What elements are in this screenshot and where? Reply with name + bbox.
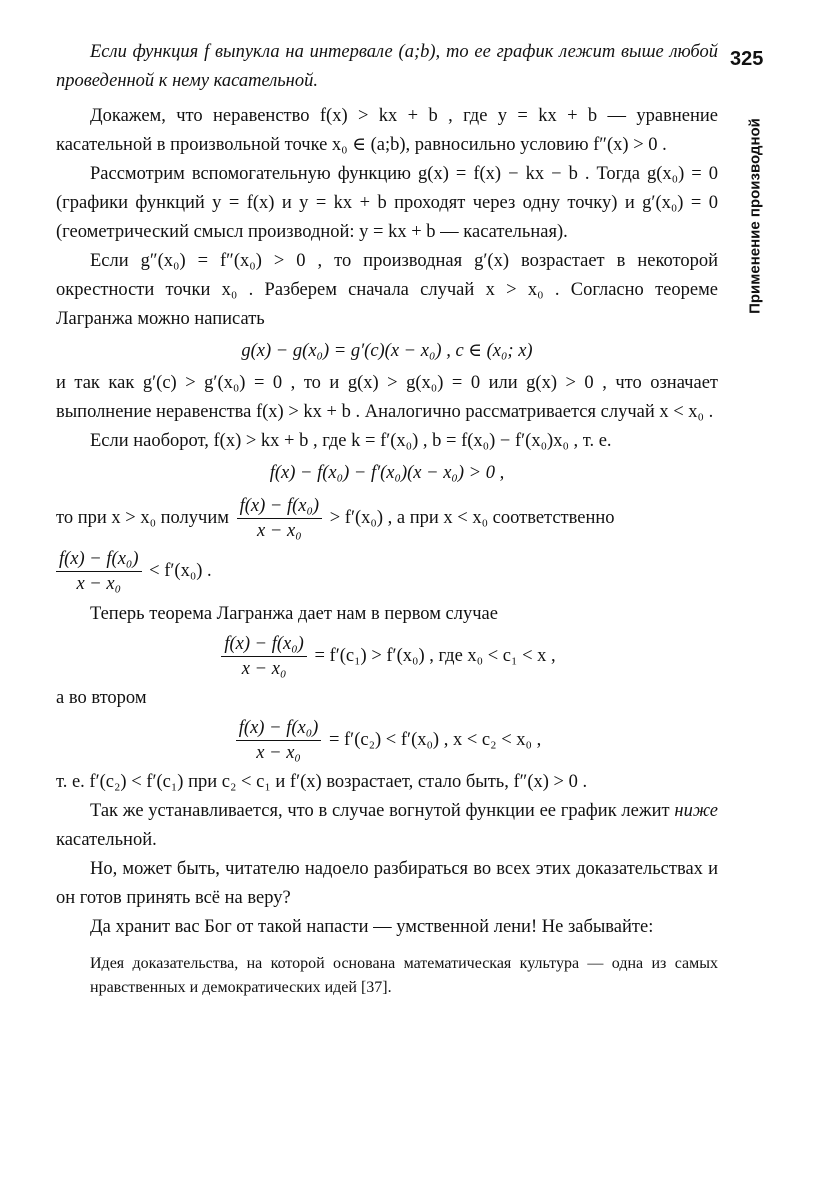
fraction-numerator: f(x) − f(x₀) xyxy=(221,632,307,657)
paragraph-6-start: то при x > x₀ получим xyxy=(56,507,229,528)
page-number: 325 xyxy=(730,48,764,70)
equation-3-rest: = f′(c₁) > f′(x₀) , где x₀ < c₁ < x , xyxy=(314,645,556,666)
paragraph-4: и так как g′(c) > g′(x₀) = 0 , то и g(x) > g(x₀) = 0 или g(x) > 0 , что означает выполнение неравенства f(x) > kx + b . Аналогично рассматривается случай x < x₀ . xyxy=(56,373,718,422)
equation-3 xyxy=(56,632,718,681)
fraction-numerator: f(x) − f(x₀) xyxy=(56,547,142,572)
equation-2: f(x) − f(x₀) − f′(x₀)(x − x₀) > 0 , xyxy=(269,463,505,483)
epigraph-quote: Идея доказательства, на которой основана математическая культура — одна из самых нравственных и демократических идей [37]. xyxy=(90,955,718,996)
fraction xyxy=(221,632,307,681)
fraction xyxy=(237,494,323,543)
paragraph-3: Если g″(x₀) = f″(x₀) > 0 , то производная g′(x) возрастает в некоторой окрестности точки x₀ . Разберем сначала случай x > x₀ . Согласно теореме Лагранжа можно написать xyxy=(56,251,718,329)
equation-1: g(x) − g(x₀) = g′(c)(x − x₀) , c ∈ (x₀; x) xyxy=(241,341,533,361)
paragraph-11 xyxy=(56,797,718,855)
paragraph-1: Докажем, что неравенство f(x) > kx + b , где y = kx + b — уравнение касательной в произвольной точке x₀ ∈ (a;b), равносильно условию f″(x) > 0 . xyxy=(56,106,718,155)
paragraph-9: а во втором xyxy=(56,688,147,708)
fraction-denominator: x − x₀ xyxy=(76,574,122,594)
paragraph-8: Теперь теорема Лагранжа дает нам в первом случае xyxy=(90,604,498,624)
equation-4 xyxy=(56,716,718,765)
paragraph-7-end: < f′(x₀) . xyxy=(149,560,212,581)
paragraph-6-end: > f′(x₀) , а при x < x₀ соответственно xyxy=(329,507,615,528)
paragraph-13: Да хранит вас Бог от такой напасти — умственной лени! Не забывайте: xyxy=(90,917,654,937)
theorem-statement: Если функция f выпукла на интервале (a;b), то ее график лежит выше любой проведенной к нему касательной. xyxy=(56,42,718,91)
paragraph-10: т. е. f′(c₂) < f′(c₁) при c₂ < c₁ и f′(x) возрастает, стало быть, f″(x) > 0 . xyxy=(56,772,588,792)
fraction-numerator: f(x) − f(x₀) xyxy=(237,494,323,519)
fraction-denominator: x − x₀ xyxy=(256,743,301,763)
fraction xyxy=(236,716,322,765)
equation-4-rest: = f′(c₂) < f′(x₀) , x < c₂ < x₀ , xyxy=(328,729,542,750)
paragraph-5: Если наоборот, f(x) > kx + b , где k = f′(x₀) , b = f(x₀) − f′(x₀)x₀ , т. е. xyxy=(90,431,612,451)
running-title-text: Применение производной xyxy=(746,118,764,314)
paragraph-11-end: касательной. xyxy=(56,830,157,850)
paragraph-6 xyxy=(56,494,718,543)
paragraph-11-start: Так же устанавливается, что в случае вогнутой функции ее график лежит xyxy=(90,801,670,821)
emphasis-word: ниже xyxy=(674,801,718,821)
paragraph-12: Но, может быть, читателю надоело разбираться во всех этих доказательствах и он готов принять всё на веру? xyxy=(56,859,718,908)
page-body xyxy=(56,38,718,1000)
running-title xyxy=(744,100,766,332)
fraction-numerator: f(x) − f(x₀) xyxy=(236,716,322,741)
paragraph-7 xyxy=(56,547,718,596)
fraction-denominator: x − x₀ xyxy=(257,521,302,541)
fraction-denominator: x − x₀ xyxy=(241,659,287,679)
paragraph-2: Рассмотрим вспомогательную функцию g(x) = f(x) − kx − b . Тогда g(x₀) = 0 (графики функций y = f(x) и y = kx + b проходят через одну точку) и g′(x₀) = 0 (геометрический смысл производной: y = kx + b — касательная). xyxy=(56,164,718,242)
fraction xyxy=(56,547,142,596)
